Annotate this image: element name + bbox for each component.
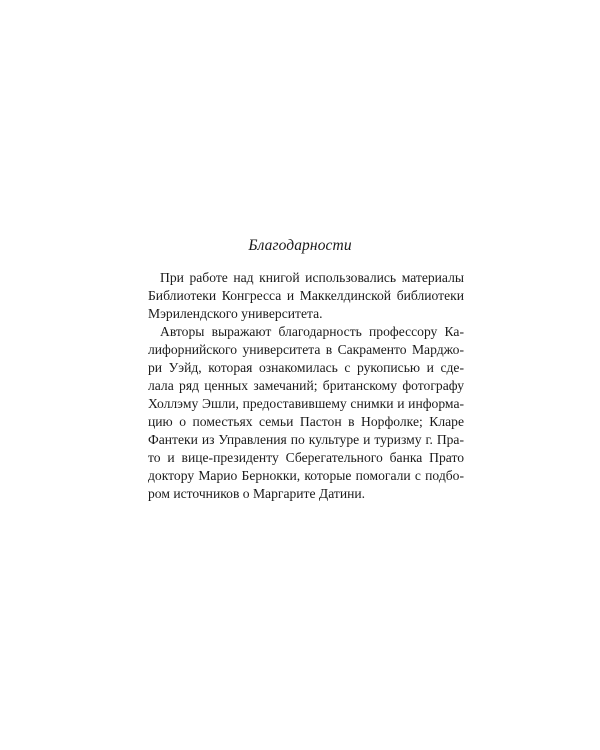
- text-line: Мэрилендского университета.: [148, 306, 323, 321]
- text-line: цию о поместьях семьи Пастон в Норфолке; Кларе: [148, 414, 464, 429]
- text-line: доктору Марио Бернокки, которые помогали с подбо-: [148, 468, 464, 483]
- text-line: Авторы выражают благодарность профессору Ка-: [160, 324, 464, 339]
- text-line: Библиотеки Конгресса и Маккелдинской библиотеки: [148, 288, 464, 303]
- paragraph-libraries: [148, 269, 464, 323]
- text-line: лала ряд ценных замечаний; британскому фотографу: [148, 378, 464, 393]
- text-line: лифорнийского университета в Сакраменто Марджо-: [148, 342, 464, 357]
- page-heading: Благодарности: [248, 237, 352, 254]
- acknowledgements-text: [148, 269, 464, 503]
- paragraph-thanks: [148, 323, 464, 503]
- text-line: При работе над книгой использовались материалы: [160, 270, 464, 285]
- text-line: ри Уэйд, которая ознакомилась с рукописью и сде-: [148, 360, 464, 375]
- text-line: ром источников о Маргарите Датини.: [148, 486, 366, 501]
- text-line: Холлэму Эшли, предоставившему снимки и информа-: [148, 396, 464, 411]
- text-line: Фантеки из Управления по культуре и туризму г. Пра-: [148, 432, 464, 447]
- text-line: то и вице-президенту Сберегательного банка Прато: [148, 450, 464, 465]
